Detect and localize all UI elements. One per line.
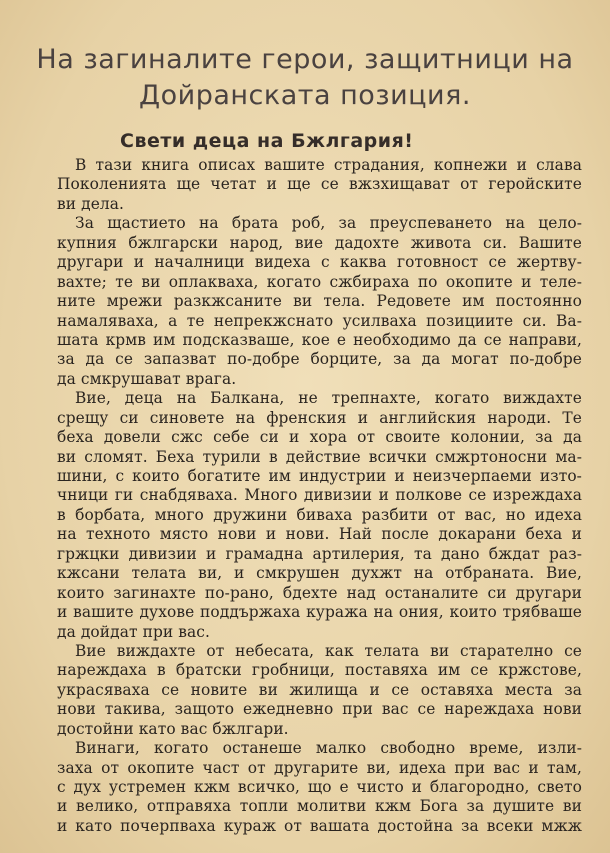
text-line: и вашите духове поддържаха куража на ония, които трябваше — [57, 603, 582, 622]
text-line: Поколенията ще четат и ще се вжзхищават от геройските — [57, 175, 582, 194]
text-line: срещу си синовете на френския и английския народи. Те — [57, 408, 582, 427]
text-line: ви сломят. Беха турили в действие всички смжртоносни ма- — [57, 447, 582, 466]
text-line: и велико, отправяха топли молитви кжм Бога за душите ви — [57, 797, 582, 816]
text-line: които загинахте по-рано, бдехте над останалите си другари — [57, 583, 582, 602]
text-line: другари и началници видеха с каква готовност се жертву- — [57, 253, 582, 272]
text-line: шата крмв им подсказваше, кое е необходимо да се направи, — [57, 330, 582, 349]
text-line: кжсани телата ви, и смкрушен духжт на отбраната. Вие, — [57, 564, 582, 583]
text-line: украсяваха се новите ви жилища и се оставяха места за — [57, 680, 582, 699]
text-line: да дойдат при вас. — [57, 622, 211, 641]
text-line: в борбата, много дружини бивaха разбити от вас, но идеха — [57, 505, 582, 524]
body-text — [57, 156, 582, 836]
text-line: чници ги снабдяваха. Много дивизии и полкове се изреждаха — [57, 486, 582, 505]
text-line: В тази книга описах вашите страдания, копнежи и слава — [75, 156, 582, 174]
text-line: заха от окопите част от другарите ви, идеха при вас и там, — [57, 758, 582, 777]
text-line: Винаги, когато останеше малко свободно време, изли- — [75, 739, 582, 758]
text-line: Вие, деца на Балкана, не трепнахте, когато виждахте — [75, 389, 582, 408]
section-heading: Свети деца на Бжлгария! — [120, 130, 414, 152]
text-line: намаляваха, а те непрекжснато усилваха позициите си. Ва- — [57, 311, 582, 330]
text-line: вахте; те ви оплакваха, когато сжбираха по окопите и теле- — [57, 272, 582, 291]
text-line: шини, с които богатите им индустрии и неизчерпаеми изто- — [57, 467, 582, 485]
text-line: Вие виждахте от небесата, как телата ви старателно се — [75, 641, 582, 660]
text-line: на техното място нови и нови. Най после докарани беха и — [57, 525, 582, 544]
text-line: и като почерпваха кураж от вашата достойна за всеки мжж — [57, 816, 582, 835]
text-line: достойни като вас бжлгари. — [57, 719, 289, 738]
text-line: с дух устремен кжм всичко, що е чисто и благородно, свето — [57, 778, 582, 796]
text-line: гржцки дивизии и грамадна артилерия, та дано бждат раз- — [57, 544, 582, 563]
text-line: За щастието на брата роб, за преуспеването на цело- — [75, 214, 582, 233]
page-title-line-2: Дойранската позиция. — [139, 80, 471, 111]
page-title-line-1: На загиналите герои, защитници на — [36, 44, 574, 75]
text-line: нови такива, защото ежедневно при вас се нареждаха нови — [57, 700, 582, 719]
text-line: да смкрушават врага. — [57, 369, 237, 388]
text-line: за да се запазват по-добре борците, за да могат по-добре — [57, 350, 582, 369]
text-line: ви дела. — [57, 194, 125, 213]
text-line: ните мрежи разкжсаните ви тела. Редовете им постоянно — [57, 292, 582, 311]
text-line: беха довели сжс себе си и хора от своите колонии, за да — [57, 428, 582, 447]
text-line: купния бжлгарски народ, вие дадохте живота си. Вашите — [57, 233, 582, 252]
text-line: нареждаха в братски гробници, поставяха им се кржстове, — [57, 661, 582, 680]
